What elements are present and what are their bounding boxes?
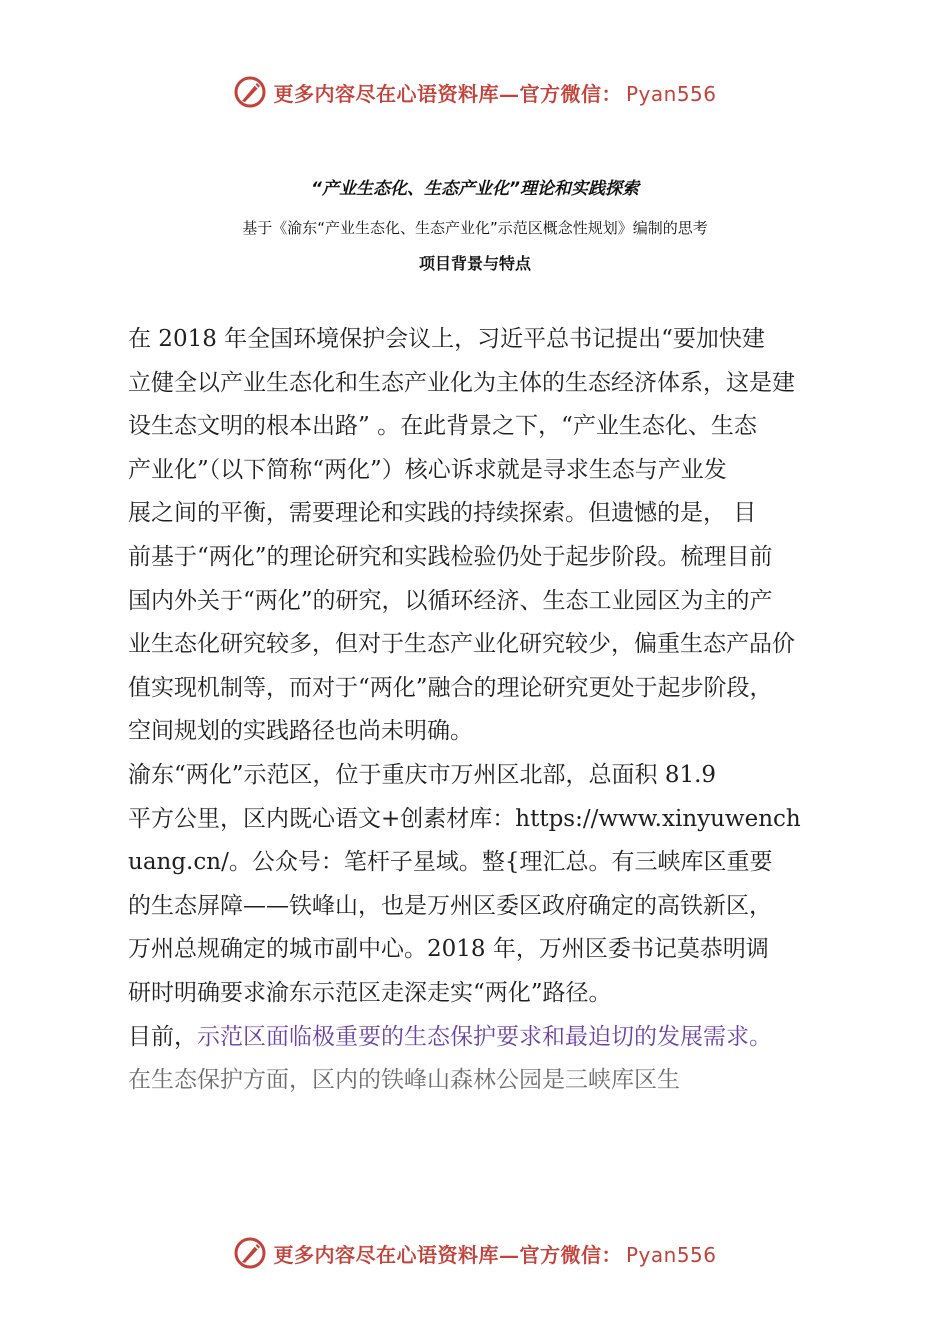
body-line: 立健全以产业生态化和生态产业化为主体的生态经济体系，这是建 [128, 369, 795, 396]
body-line: 渝东“两化”示范区，位于重庆市万州区北部，总面积 81.9 [128, 761, 717, 788]
banner-wechat-id: Pyan556 [625, 81, 717, 106]
banner-text [273, 78, 716, 107]
body-text [128, 318, 843, 1103]
banner-text [273, 1239, 716, 1268]
body-line: 前基于“两化”的理论研究和实践检验仍处于起步阶段。梳理目前 [128, 543, 773, 570]
body-line-prefix: 目前， [128, 1023, 197, 1050]
document-title: “产业生态化、生态产业化”理论和实践探索 [311, 179, 639, 199]
body-line-highlighted [128, 1016, 843, 1060]
body-line: uang.cn/。公众号：笔杆子星域。整{理汇总。有三峡库区重要 [128, 849, 773, 876]
quill-logo-icon [233, 75, 267, 109]
footer-banner [0, 1233, 950, 1273]
body-line: 研时明确要求渝东示范区走深走实“两化”路径。 [128, 979, 612, 1006]
banner-wechat-label: 官方微信： [519, 81, 622, 106]
body-line: 设生态文明的根本出路” 。在此背景之下，“产业生态化、生态 [128, 413, 757, 440]
body-line: 值实现机制等，而对于“两化”融合的理论研究更处于起步阶段， [128, 674, 773, 701]
body-line: 产业化”（以下简称“两化”）核心诉求就是寻求生态与产业发 [128, 456, 727, 483]
section-heading: 项目背景与特点 [418, 254, 531, 273]
body-line-faded: 在生态保护方面，区内的铁峰山森林公园是三峡库区生 [128, 1067, 680, 1094]
body-line: 在 2018 年全国环境保护会议上，习近平总书记提出“要加快建 [128, 326, 765, 352]
body-line: 国内外关于“两化”的研究，以循环经济、生态工业园区为主的产 [128, 587, 773, 614]
banner-wechat-label: 官方微信： [519, 1242, 622, 1267]
highlighted-text: 示范区面临极重要的生态保护要求和最迫切的发展需求。 [197, 1023, 772, 1050]
body-line: 平方公里，区内既心语文+创素材库：https://www.xinyuwench [128, 805, 801, 832]
body-line: 万州总规确定的城市副中心。2018 年，万州区委书记莫恭明调 [128, 936, 769, 963]
banner-main-text: 更多内容尽在心语资料库 [273, 1242, 499, 1267]
header-banner [0, 72, 950, 112]
body-line: 展之间的平衡，需要理论和实践的持续探索。但遗憾的是， 目 [128, 500, 757, 527]
banner-dash: — [498, 1242, 520, 1267]
body-line: 业生态化研究较多，但对于生态产业化研究较少，偏重生态产品价 [128, 631, 795, 658]
body-line: 空间规划的实践路径也尚未明确。 [128, 718, 473, 745]
body-line: 的生态屏障——铁峰山，也是万州区委区政府确定的高铁新区， [128, 892, 772, 919]
document-subtitle: 基于《渝东“产业生态化、生态产业化”示范区概念性规划》编制的思考 [242, 219, 708, 237]
banner-main-text: 更多内容尽在心语资料库 [273, 81, 499, 106]
banner-dash: — [498, 81, 520, 106]
banner-wechat-id: Pyan556 [625, 1242, 717, 1267]
quill-logo-icon [233, 1236, 267, 1270]
